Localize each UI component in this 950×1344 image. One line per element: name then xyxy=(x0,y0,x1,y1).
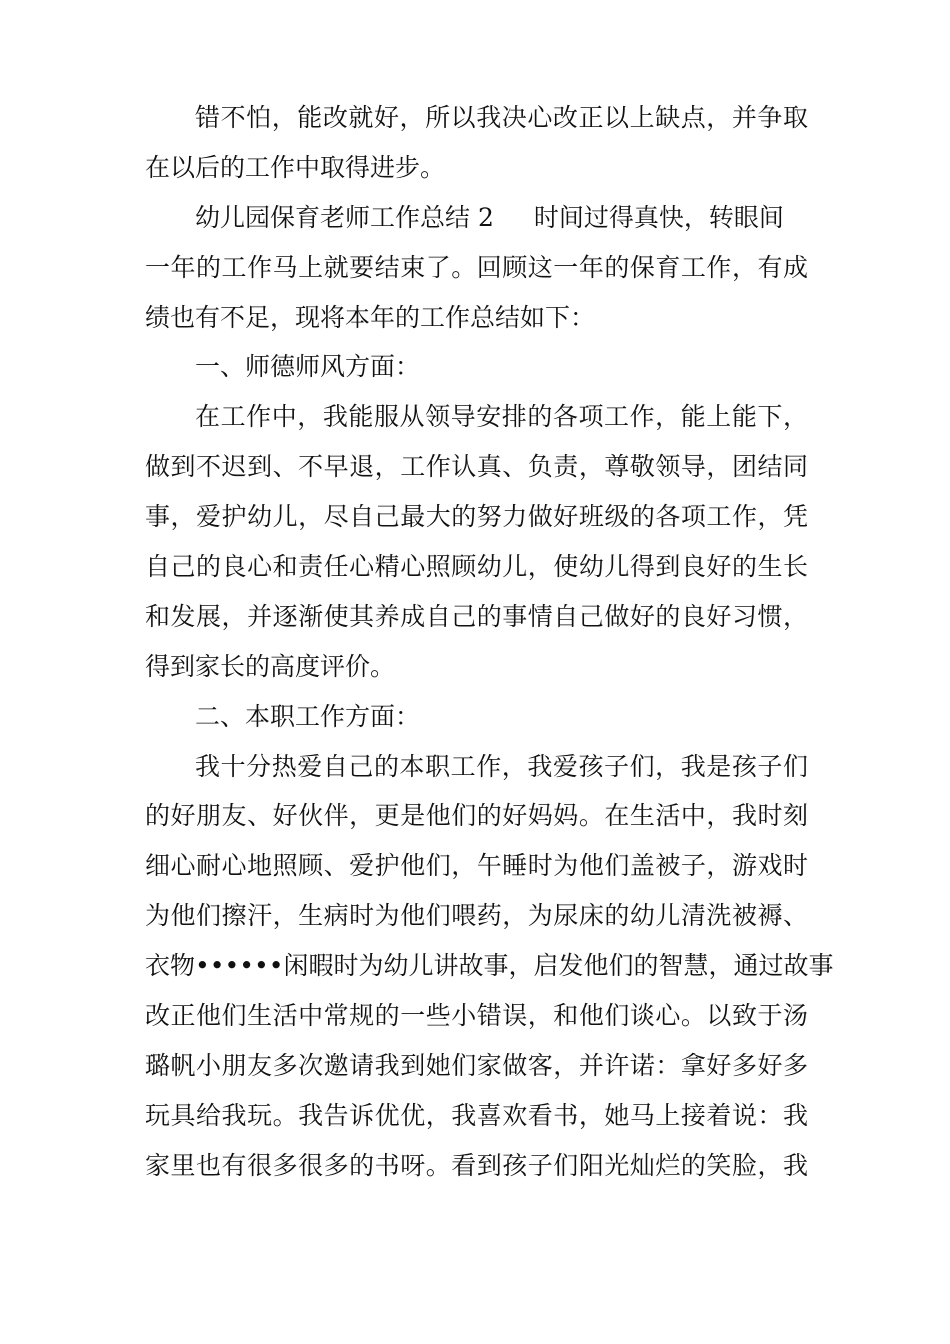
paragraph-3-line-4: 自己的良心和责任心精心照顾幼儿，使幼儿得到良好的生长 xyxy=(145,552,808,582)
section-1-heading: 一、师德师风方面： xyxy=(195,352,421,382)
paragraph-4-line-7: 璐帆小朋友多次邀请我到她们家做客，并许诺：拿好多好多 xyxy=(145,1050,808,1080)
paragraph-3-line-5: 和发展，并逐渐使其养成自己的事情自己做好的良好习惯， xyxy=(145,601,808,631)
document-body xyxy=(145,93,834,1191)
section-title: 幼儿园保育老师工作总结 2 xyxy=(195,202,494,232)
paragraph-2-line-2: 一年的工作马上就要结束了。回顾这一年的保育工作，有成 xyxy=(145,252,808,282)
paragraph-2-line-1 xyxy=(145,193,808,243)
paragraph-4-line-4: 为他们擦汗，生病时为他们喂药，为尿床的幼儿清洗被褥、 xyxy=(145,901,808,931)
paragraph-4-line-6: 改正他们生活中常规的一些小错误，和他们谈心。以致于汤 xyxy=(145,1001,808,1031)
section-2-heading: 二、本职工作方面： xyxy=(195,701,421,731)
paragraph-4-line-8: 玩具给我玩。我告诉优优，我喜欢看书，她马上接着说：我 xyxy=(145,1100,808,1130)
paragraph-4-line-3: 细心耐心地照顾、爱护他们，午睡时为他们盖被子，游戏时 xyxy=(145,851,808,881)
paragraph-2-line-1-text: 时间过得真快，转眼间 xyxy=(533,202,784,232)
paragraph-4-line-2: 的好朋友、好伙伴，更是他们的好妈妈。在生活中，我时刻 xyxy=(145,801,808,831)
paragraph-1-line-1: 错不怕，能改就好，所以我决心改正以上缺点，并争取 xyxy=(195,103,808,132)
paragraph-3-line-3: 事，爱护幼儿，尽自己最大的努力做好班级的各项工作，凭 xyxy=(145,502,808,532)
paragraph-3-line-2: 做到不迟到、不早退，工作认真、负责，尊敬领导，团结同 xyxy=(145,452,808,482)
paragraph-1-line-2: 在以后的工作中取得进步。 xyxy=(145,152,446,182)
paragraph-4-line-1: 我十分热爱自己的本职工作，我爱孩子们，我是孩子们 xyxy=(195,751,808,781)
paragraph-4-line-5: 衣物••••••闲暇时为幼儿讲故事，启发他们的智慧，通过故事 xyxy=(145,951,834,981)
paragraph-3-line-6: 得到家长的高度评价。 xyxy=(145,651,396,681)
paragraph-4-line-9: 家里也有很多很多的书呀。看到孩子们阳光灿烂的笑脸，我 xyxy=(145,1150,808,1180)
paragraph-3-line-1: 在工作中，我能服从领导安排的各项工作，能上能下， xyxy=(195,402,808,432)
paragraph-2-line-3: 绩也有不足，现将本年的工作总结如下： xyxy=(145,302,596,332)
